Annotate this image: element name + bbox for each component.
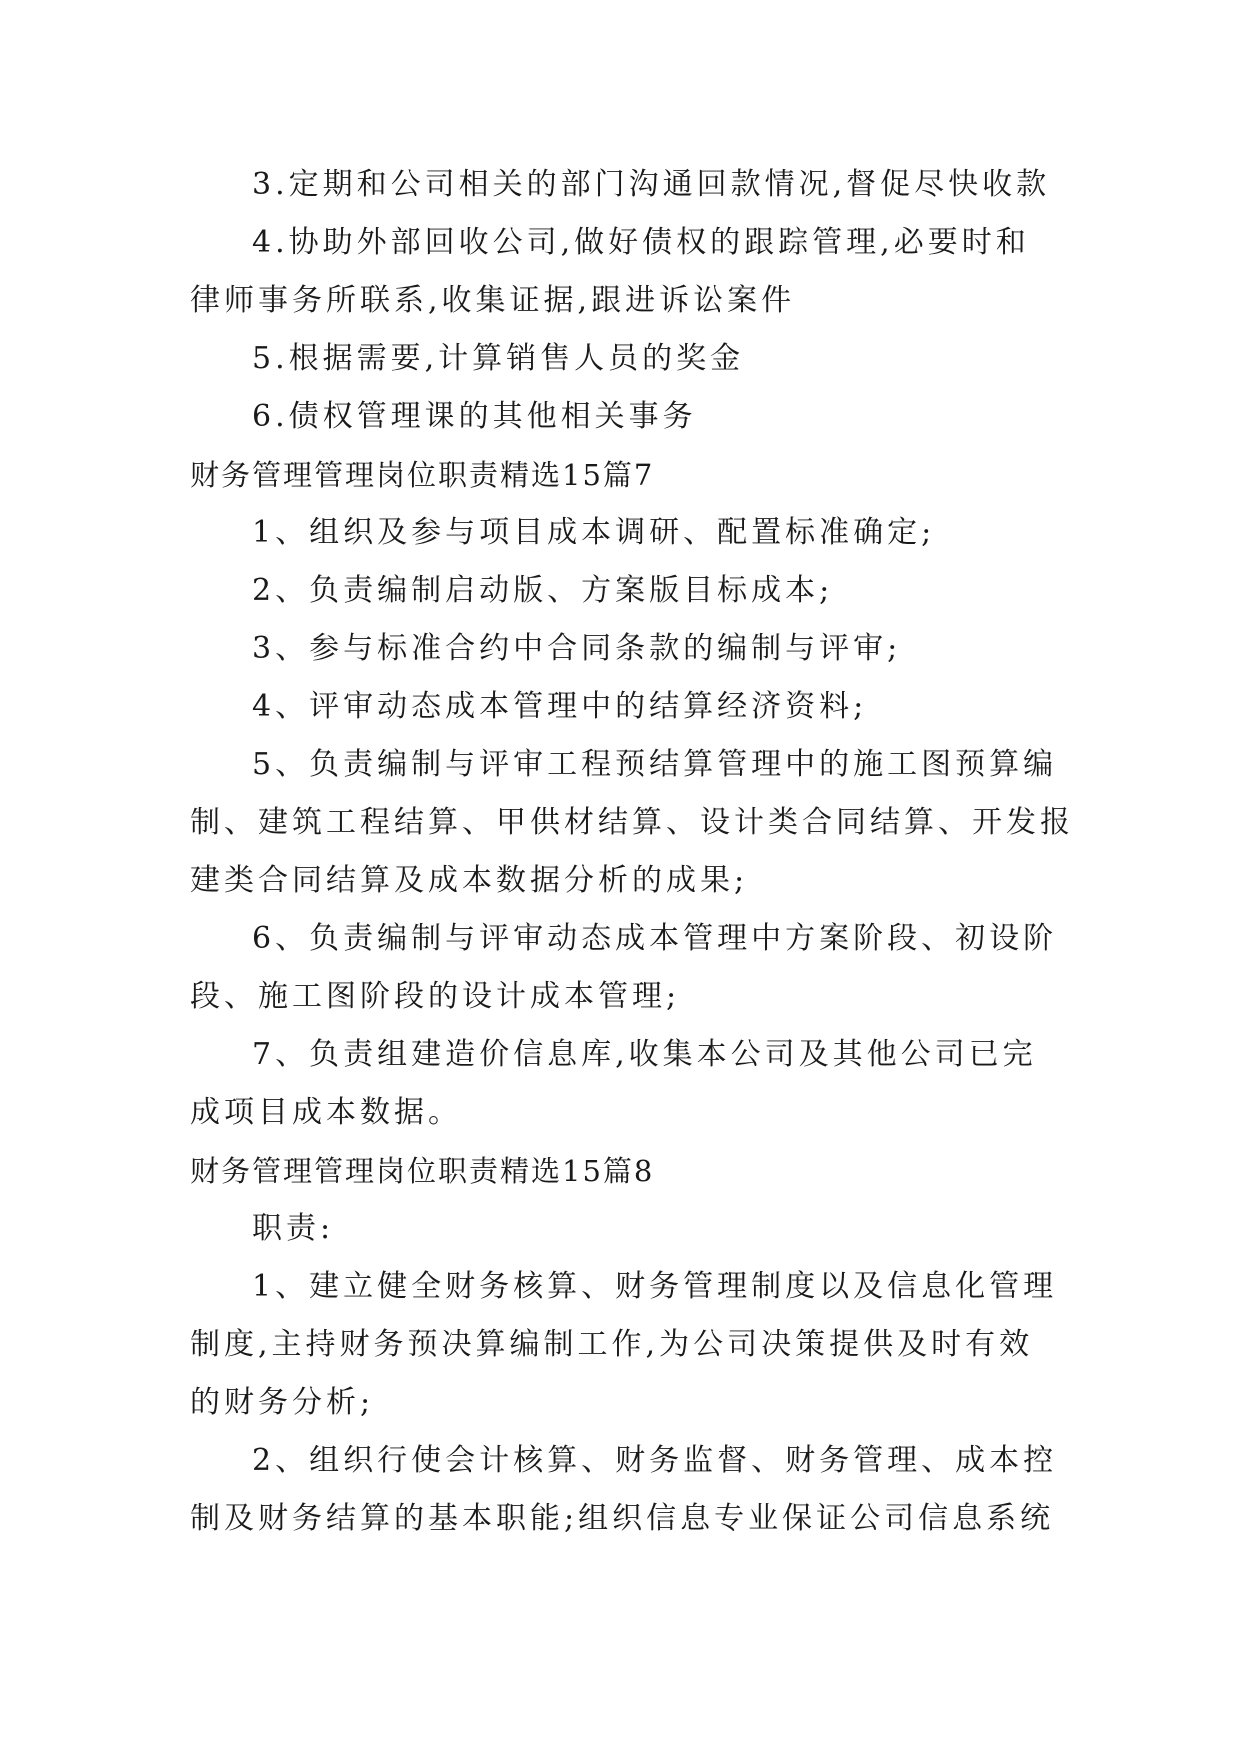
text-line: 成项目成本数据。 (190, 1095, 462, 1130)
paragraph (190, 156, 1050, 214)
text-line: 段、施工图阶段的设计成本管理; (190, 979, 681, 1014)
document-body (190, 156, 1074, 1548)
paragraph (190, 678, 1050, 736)
text-line: 7、负责组建造价信息库,收集本公司及其他公司已完 (252, 1037, 1037, 1072)
text-line: 5、负责编制与评审工程预结算管理中的施工图预算编 (252, 747, 1058, 782)
paragraph (190, 1200, 1050, 1258)
section-heading (190, 1142, 1050, 1200)
paragraph (190, 910, 1058, 1026)
paragraph (190, 214, 1050, 330)
text-line: 4、评审动态成本管理中的结算经济资料; (252, 689, 868, 724)
document-page (190, 156, 1074, 1548)
text-line: 制、建筑工程结算、甲供材结算、设计类合同结算、开发报 (190, 805, 1074, 840)
text-line: 4.协助外部回收公司,做好债权的跟踪管理,必要时和 (252, 225, 1030, 260)
paragraph (190, 736, 1074, 910)
text-line: 建类合同结算及成本数据分析的成果; (190, 863, 749, 898)
text-line: 律师事务所联系,收集证据,跟进诉讼案件 (190, 283, 796, 318)
text-line: 职责: (252, 1211, 335, 1246)
paragraph (190, 620, 1050, 678)
paragraph (190, 1432, 1058, 1548)
text-line: 6、负责编制与评审动态成本管理中方案阶段、初设阶 (252, 921, 1058, 956)
paragraph (190, 388, 1050, 446)
text-line: 2、组织行使会计核算、财务监督、财务管理、成本控 (252, 1443, 1058, 1478)
paragraph (190, 562, 1050, 620)
paragraph (190, 1258, 1058, 1432)
paragraph (190, 1026, 1050, 1142)
text-line: 财务管理管理岗位职责精选15篇7 (190, 458, 655, 492)
text-line: 6.债权管理课的其他相关事务 (252, 399, 697, 434)
paragraph (190, 504, 1050, 562)
text-line: 1、建立健全财务核算、财务管理制度以及信息化管理 (252, 1269, 1058, 1304)
text-line: 财务管理管理岗位职责精选15篇8 (190, 1154, 655, 1188)
text-line: 1、组织及参与项目成本调研、配置标准确定; (252, 515, 936, 550)
text-line: 的财务分析; (190, 1385, 375, 1420)
paragraph (190, 330, 1050, 388)
text-line: 2、负责编制启动版、方案版目标成本; (252, 573, 834, 608)
section-heading (190, 446, 1050, 504)
text-line: 3、参与标准合约中合同条款的编制与评审; (252, 631, 902, 666)
text-line: 制及财务结算的基本职能;组织信息专业保证公司信息系统 (190, 1501, 1055, 1536)
text-line: 3.定期和公司相关的部门沟通回款情况,督促尽快收款 (252, 167, 1051, 202)
text-line: 制度,主持财务预决算编制工作,为公司决策提供及时有效 (190, 1327, 1034, 1362)
text-line: 5.根据需要,计算销售人员的奖金 (252, 341, 745, 376)
